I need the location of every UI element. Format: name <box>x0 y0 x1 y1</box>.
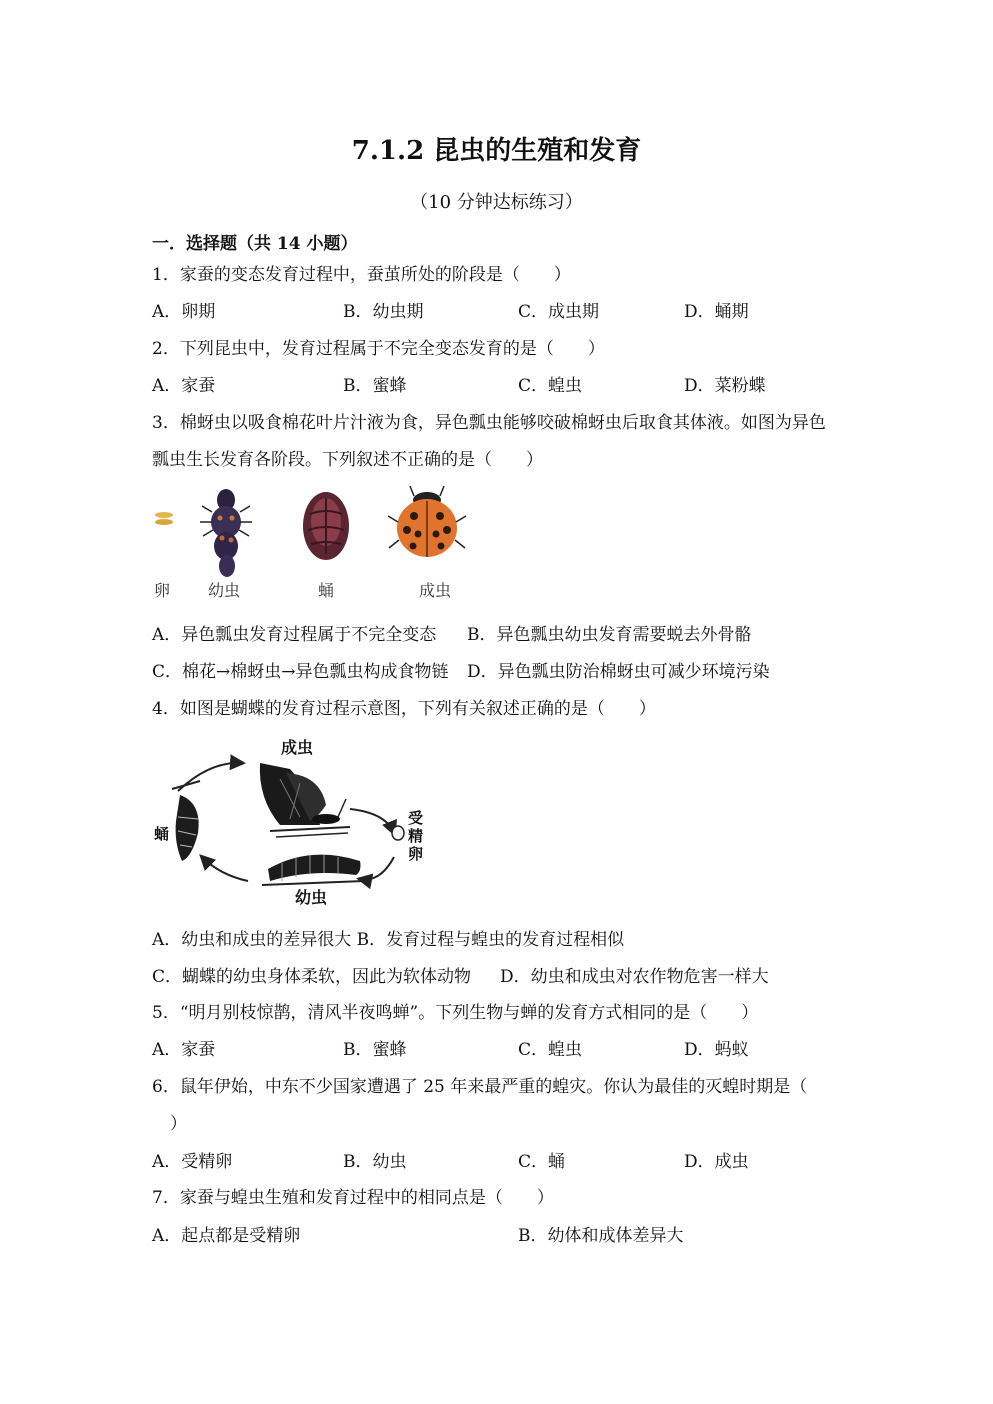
q3-option-d: D．异色瓢虫防治棉蚜虫可减少环境污染 <box>467 662 770 682</box>
q2-option-a: A．家蚕 <box>152 376 216 396</box>
ladybird-pupa-image <box>303 492 349 560</box>
ladybird-egg-image <box>155 512 173 525</box>
q5-option-c: C．蝗虫 <box>518 1040 583 1060</box>
ladybird-larva-image <box>200 489 252 577</box>
q1-option-a: A．卵期 <box>152 302 216 322</box>
question-2-stem: 2．下列昆虫中，发育过程属于不完全变态发育的是（ ） <box>152 339 605 359</box>
question-1-stem: 1．家蚕的变态发育过程中，蚕茧所处的阶段是（ ） <box>152 265 571 285</box>
label-egg-1: 受 <box>408 809 424 827</box>
question-4-stem: 4．如图是蝴蝶的发育过程示意图，下列有关叙述正确的是（ ） <box>152 699 656 719</box>
q3-option-a: A．异色瓢虫发育过程属于不完全变态 <box>152 625 437 645</box>
page-title: 7.1.2 昆虫的生殖和发育 <box>351 136 642 166</box>
q4-option-c: C．蝴蝶的幼虫身体柔软，因此为软体动物 <box>152 967 472 987</box>
question-6-stem-line2: ） <box>170 1114 187 1134</box>
section-heading: 一．选择题（共 14 小题） <box>152 234 358 254</box>
q6-option-a: A．受精卵 <box>152 1152 233 1172</box>
butterfly-pupa-image <box>172 781 200 861</box>
question-3-stem-line2: 瓢虫生长发育各阶段。下列叙述不正确的是（ ） <box>152 450 543 470</box>
label-pupa: 蛹 <box>154 825 170 843</box>
butterfly-adult-image <box>260 763 350 837</box>
page-subtitle: （10 分钟达标练习） <box>410 192 583 213</box>
q3-option-b: B．异色瓢虫幼虫发育需要蜕去外骨骼 <box>467 625 752 645</box>
q5-option-a: A．家蚕 <box>152 1040 216 1060</box>
label-adult: 成虫 <box>281 738 314 757</box>
butterfly-egg-image <box>392 826 404 840</box>
label-egg-3: 卵 <box>408 845 424 863</box>
q6-option-b: B．幼虫 <box>343 1152 407 1172</box>
ladybird-life-cycle-figure <box>148 478 478 606</box>
question-7-stem: 7．家蚕与蝗虫生殖和发育过程中的相同点是（ ） <box>152 1188 554 1208</box>
q5-option-b: B．蜜蜂 <box>343 1040 407 1060</box>
q1-option-c: C．成虫期 <box>518 302 600 322</box>
question-3-stem-line1: 3．棉蚜虫以吸食棉花叶片汁液为食，异色瓢虫能够咬破棉蚜虫后取食其体液。如图为异色 <box>152 413 826 433</box>
ladybird-adult-image <box>388 486 466 557</box>
question-5-stem: 5．“明月别枝惊鹊，清风半夜鸣蝉”。下列生物与蝉的发育方式相同的是（ ） <box>152 1003 759 1023</box>
q2-option-b: B．蜜蜂 <box>343 376 407 396</box>
q6-option-c: C．蛹 <box>518 1152 566 1172</box>
question-6-stem-line1: 6．鼠年伊始，中东不少国家遭遇了 25 年来最严重的蝗灾。你认为最佳的灭蝗时期是（ <box>152 1077 808 1097</box>
q1-option-b: B．幼虫期 <box>343 302 424 322</box>
label-adult: 成虫 <box>419 581 452 600</box>
q1-option-d: D．蛹期 <box>684 302 749 322</box>
butterfly-larva-image <box>262 855 364 885</box>
label-egg-2: 精 <box>408 827 424 845</box>
q2-option-d: D．菜粉蝶 <box>684 376 766 396</box>
q3-option-c: C．棉花→棉蚜虫→异色瓢虫构成食物链 <box>152 662 449 682</box>
q7-option-b: B．幼体和成体差异大 <box>518 1226 684 1246</box>
label-pupa: 蛹 <box>318 581 335 600</box>
label-larva: 幼虫 <box>208 581 241 600</box>
q4-option-a-b: A．幼虫和成虫的差异很大 B．发育过程与蝗虫的发育过程相似 <box>152 930 625 950</box>
q2-option-c: C．蝗虫 <box>518 376 583 396</box>
q6-option-d: D．成虫 <box>684 1152 749 1172</box>
label-larva: 幼虫 <box>295 888 328 907</box>
q4-option-d: D．幼虫和成虫对农作物危害一样大 <box>500 967 769 987</box>
label-egg: 卵 <box>154 581 171 600</box>
q7-option-a: A．起点都是受精卵 <box>152 1226 301 1246</box>
q5-option-d: D．蚂蚁 <box>684 1040 749 1060</box>
butterfly-life-cycle-figure <box>150 733 435 913</box>
